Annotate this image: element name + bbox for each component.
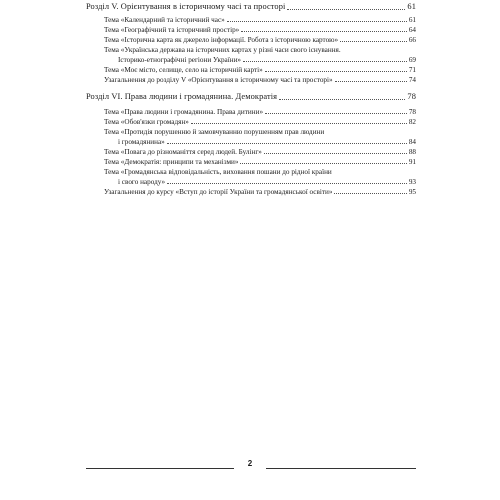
entry-text: Тема «Демократія: принципи та механізми» — [104, 158, 239, 166]
entry-page: 84 — [408, 138, 416, 146]
entry-text: Тема «Українська держава на історичних картах у різні часи свого існування. — [104, 46, 341, 54]
entry-page: 78 — [408, 108, 416, 116]
entry-page: 69 — [408, 56, 416, 64]
toc-entry-continuation[interactable] — [118, 56, 416, 64]
toc-entry[interactable] — [104, 158, 416, 166]
toc-entry[interactable] — [104, 118, 416, 126]
entry-page: 74 — [408, 76, 416, 84]
dot-leader — [265, 113, 407, 114]
section-title: Розділ VI. Права людини і громадянина. Демократія — [86, 92, 278, 101]
section-page: 78 — [407, 92, 416, 101]
toc-entry[interactable] — [104, 16, 416, 24]
dot-leader — [264, 153, 407, 154]
entry-page: 91 — [408, 158, 416, 166]
toc-entry[interactable] — [104, 76, 416, 84]
footer-rule-left — [86, 468, 234, 469]
section-heading[interactable] — [86, 92, 416, 102]
entry-page: 95 — [408, 188, 416, 196]
dot-leader — [241, 31, 407, 32]
entry-page: 71 — [408, 66, 416, 74]
dot-leader — [279, 99, 405, 100]
entry-text: Тема «Повага до різноманіття серед людей. Булінг» — [104, 148, 262, 156]
dot-leader — [243, 61, 407, 62]
entry-page: 64 — [408, 26, 416, 34]
section-title: Розділ V. Орієнтування в історичному часі та просторі — [86, 2, 286, 11]
dot-leader — [265, 71, 407, 72]
entry-page: 93 — [408, 178, 416, 186]
toc-entry-continuation[interactable] — [118, 178, 416, 186]
entry-text: Тема «Громадянська відповідальність, виховання пошани до рідної країни — [104, 168, 332, 176]
section-heading[interactable] — [86, 2, 416, 12]
toc-entry[interactable] — [104, 66, 416, 74]
entry-text: Узагальнення до розділу V «Орієнтування в історичному часі та просторі» — [104, 76, 333, 84]
dot-leader — [335, 81, 407, 82]
entry-text: Тема «Календарний та історичний час» — [104, 16, 225, 24]
dot-leader — [287, 9, 405, 10]
entry-text: Тема «Історична карта як джерело інформації. Робота з історичною картою» — [104, 36, 339, 44]
dot-leader — [167, 143, 407, 144]
toc-entry[interactable] — [104, 148, 416, 156]
footer-rule-right — [266, 468, 416, 469]
dot-leader — [334, 193, 406, 194]
entry-text: Тема «Протидія порушенню й замовчуванню порушенням прав людини — [104, 128, 325, 136]
entry-text: Тема «Обов'язки громадян» — [104, 118, 189, 126]
entry-page: 88 — [408, 148, 416, 156]
toc-entry[interactable] — [104, 36, 416, 44]
section-page: 61 — [407, 2, 416, 11]
toc-entry[interactable] — [104, 46, 416, 54]
entry-text: Узагальнення до курсу «Вступ до історії України та громадянської освіти» — [104, 188, 333, 196]
toc-entry[interactable] — [104, 188, 416, 196]
entry-text: Історико-етнографічні регіони України» — [118, 56, 242, 64]
entry-page: 66 — [408, 36, 416, 44]
entry-text: Тема «Моє місто, селище, село на історичній карті» — [104, 66, 263, 74]
dot-leader — [340, 41, 407, 42]
entry-text: і громадянина» — [118, 138, 165, 146]
toc-entry-continuation[interactable] — [118, 138, 416, 146]
toc-entry[interactable] — [104, 128, 416, 136]
dot-leader — [191, 123, 407, 124]
entry-text: і свого народу» — [118, 178, 166, 186]
entry-text: Тема «Географічний та історичний простір» — [104, 26, 240, 34]
page-number: 2 — [247, 459, 253, 468]
dot-leader — [240, 163, 406, 164]
entry-page: 82 — [408, 118, 416, 126]
entry-page: 61 — [408, 16, 416, 24]
dot-leader — [227, 21, 407, 22]
entry-text: Тема «Права людини і громадянина. Права дитини» — [104, 108, 264, 116]
toc-entry[interactable] — [104, 168, 416, 176]
toc-entry[interactable] — [104, 108, 416, 116]
dot-leader — [167, 183, 407, 184]
toc-entry[interactable] — [104, 26, 416, 34]
